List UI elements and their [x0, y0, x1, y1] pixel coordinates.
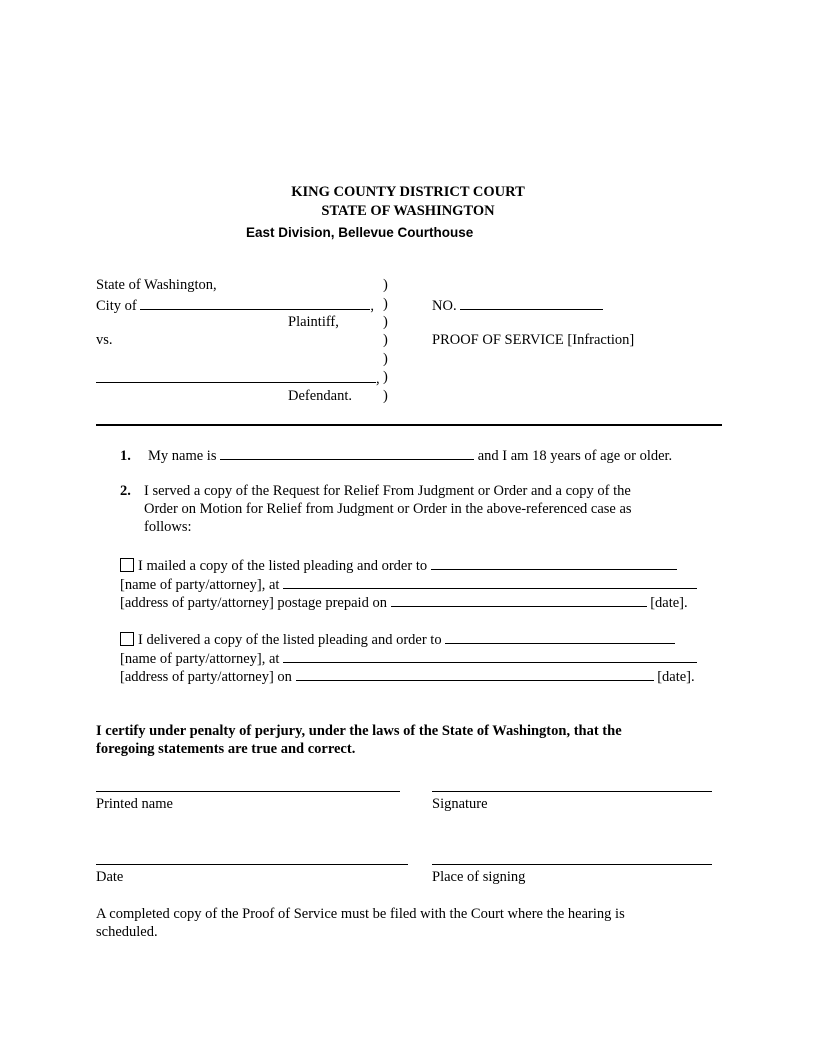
mailed-to-field[interactable] — [431, 555, 677, 570]
date-label: Date — [96, 869, 124, 885]
caption-paren: ) — [383, 296, 388, 312]
delivered-checkbox[interactable] — [120, 632, 134, 646]
mailed-name-line — [120, 574, 697, 594]
caption-paren: ) — [383, 277, 388, 293]
state-name: STATE OF WASHINGTON — [321, 203, 495, 219]
caption-paren: ) — [383, 369, 388, 385]
defendant-comma: , — [376, 371, 380, 387]
caption-paren: ) — [383, 332, 388, 348]
item-2-number: 2. — [120, 483, 131, 499]
mailed-line3: [address of party/attorney] postage prepaid on — [120, 595, 387, 611]
date-field[interactable] — [96, 864, 408, 865]
item-2-line3: follows: — [144, 519, 192, 535]
printed-name-field[interactable] — [96, 791, 400, 792]
caption-vs: vs. — [96, 332, 113, 348]
place-of-signing-field[interactable] — [432, 864, 712, 865]
delivered-address-line — [120, 666, 695, 686]
certify-line2: foregoing statements are true and correct. — [96, 741, 356, 757]
delivered-date-label: [date]. — [657, 669, 695, 685]
caption-city — [96, 295, 374, 315]
caption-defendant-line — [96, 368, 380, 388]
place-of-signing-label: Place of signing — [432, 869, 526, 885]
delivered-line3: [address of party/attorney] on — [120, 669, 292, 685]
delivered-line1: I delivered a copy of the listed pleading and order to — [138, 632, 442, 648]
caption-paren: ) — [383, 314, 388, 330]
item-1-number: 1. — [120, 448, 131, 464]
footer-line2: scheduled. — [96, 924, 158, 940]
item-1-pre: My name is — [148, 448, 217, 464]
mailed-address-line — [120, 592, 688, 612]
delivered-to-field[interactable] — [445, 629, 675, 644]
signature-label: Signature — [432, 796, 488, 812]
mailed-address-field[interactable] — [283, 574, 697, 589]
item-2-line1: I served a copy of the Request for Relief From Judgment or Order and a copy of the — [144, 483, 631, 499]
city-field[interactable] — [140, 295, 370, 310]
caption-paren: ) — [383, 351, 388, 367]
item-2-line2: Order on Motion for Relief from Judgment or Order in the above-referenced case as — [144, 501, 632, 517]
defendant-label: Defendant. — [288, 388, 353, 404]
delivered-option — [120, 629, 675, 649]
case-number — [432, 295, 603, 315]
item-1-post: and I am 18 years of age or older. — [477, 448, 673, 464]
court-name: KING COUNTY DISTRICT COURT — [291, 184, 525, 200]
delivered-date-field[interactable] — [296, 666, 654, 681]
delivered-address-field[interactable] — [283, 648, 697, 663]
case-number-label: NO. — [432, 298, 457, 314]
signature-field[interactable] — [432, 791, 712, 792]
item-2 — [120, 482, 631, 500]
caption-divider — [96, 424, 722, 426]
plaintiff-label: Plaintiff, — [288, 314, 339, 330]
caption-paren: ) — [383, 388, 388, 404]
delivered-line2: [name of party/attorney], at — [120, 651, 280, 667]
division-name: East Division, Bellevue Courthouse — [246, 225, 474, 240]
mailed-date-field[interactable] — [391, 592, 647, 607]
document-title: PROOF OF SERVICE [Infraction] — [432, 332, 635, 348]
item-1 — [120, 445, 672, 465]
mailed-checkbox[interactable] — [120, 558, 134, 572]
mailed-line1: I mailed a copy of the listed pleading and order to — [138, 558, 428, 574]
certify-line1: I certify under penalty of perjury, under the laws of the State of Washington, that the — [96, 723, 622, 739]
city-label: City of — [96, 298, 137, 314]
mailed-option — [120, 555, 677, 575]
footer-line1: A completed copy of the Proof of Service must be filed with the Court where the hearing is — [96, 906, 625, 922]
case-number-field[interactable] — [460, 295, 603, 310]
delivered-name-line — [120, 648, 697, 668]
city-comma: , — [370, 298, 374, 314]
server-name-field[interactable] — [220, 445, 474, 460]
printed-name-label: Printed name — [96, 796, 173, 812]
mailed-date-label: [date]. — [650, 595, 688, 611]
caption-state: State of Washington, — [96, 277, 217, 293]
mailed-line2: [name of party/attorney], at — [120, 577, 280, 593]
defendant-field[interactable] — [96, 368, 376, 383]
